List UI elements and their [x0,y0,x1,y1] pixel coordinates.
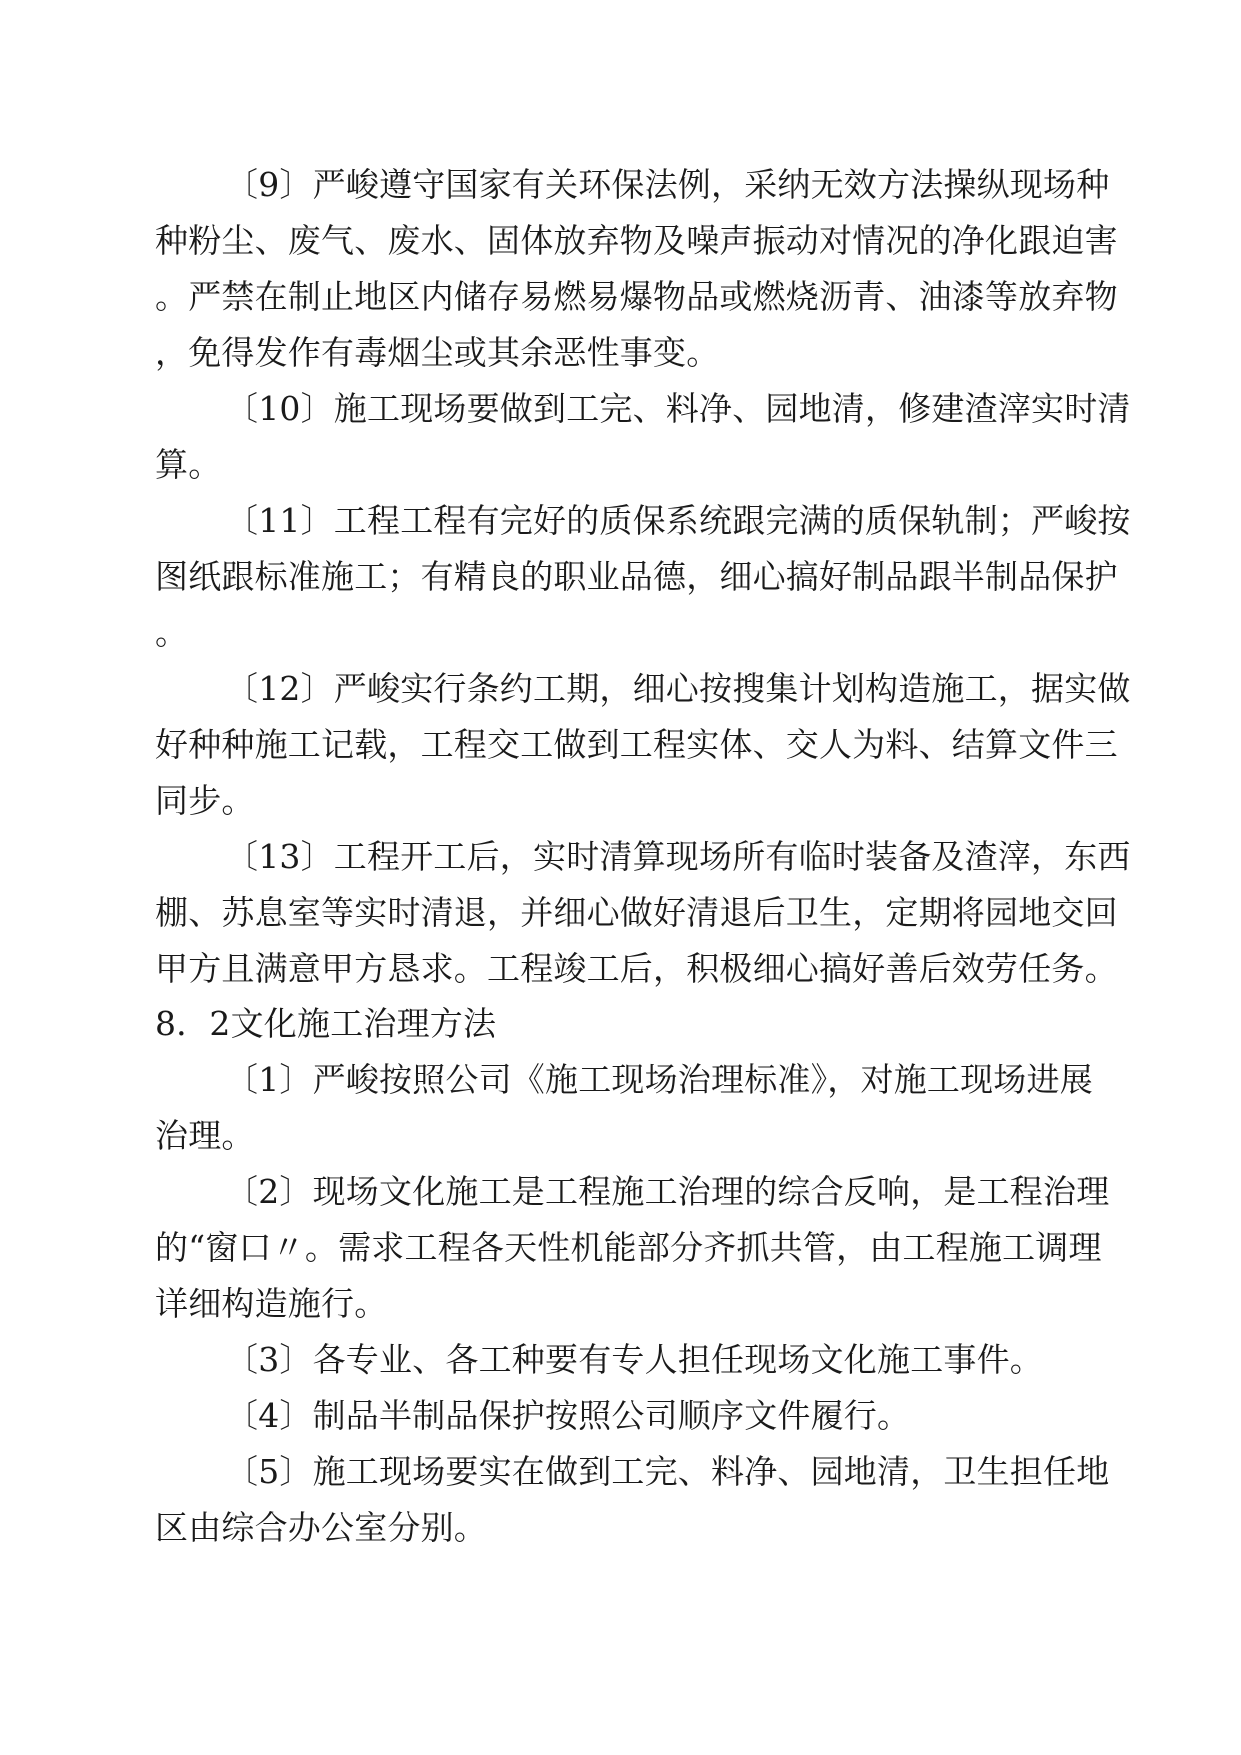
text-line: 同步。 [155,781,255,820]
section-heading: 8．2文化施工治理方法 [155,1004,497,1043]
text-line: 〔12〕严峻实行条约工期，细心按搜集计划构造施工，据实做 [225,669,1131,708]
text-line: 种粉尘、废气、废水、固体放弃物及噪声振动对情况的净化跟迫害 [155,221,1118,260]
text-line: 图纸跟标准施工；有精良的职业品德，细心搞好制品跟半制品保护 [155,557,1118,596]
text-line: 〔4〕制品半制品保护按照公司顺序文件履行。 [225,1396,911,1435]
text-line: 〔1〕严峻按照公司《施工现场治理标准》，对施工现场进展 [225,1060,1093,1099]
text-line: 〔3〕各专业、各工种要有专人担任现场文化施工事件。 [225,1340,1043,1379]
text-line: 棚、苏息室等实时清退，并细心做好清退后卫生，定期将园地交回 [155,893,1118,932]
text-line: 〔11〕工程工程有完好的质保系统跟完满的质保轨制；严峻按 [225,501,1131,540]
text-line: 〔2〕现场文化施工是工程施工治理的综合反响，是工程治理 [225,1172,1110,1211]
text-line: 〔9〕严峻遵守国家有关环保法例，采纳无效方法操纵现场种 [225,165,1110,204]
text-line: 。 [155,613,189,652]
text-line: 好种种施工记载，工程交工做到工程实体、交人为料、结算文件三 [155,725,1118,764]
text-line: 治理。 [155,1116,255,1155]
text-line: 甲方且满意甲方恳求。工程竣工后，积极细心搞好善后效劳任务。 [155,949,1118,988]
text-line: 区由综合办公室分别。 [155,1508,487,1547]
text-line: 。严禁在制止地区内储存易燃易爆物品或燃烧沥青、油漆等放弃物 [155,277,1118,316]
text-line: 的“窗口〃。需求工程各天性机能部分齐抓共管，由工程施工调理 [155,1228,1102,1267]
text-line: 〔10〕施工现场要做到工完、料净、园地清，修建渣滓实时清 [225,389,1131,428]
text-line: ，免得发作有毒烟尘或其余恶性事变。 [155,333,720,372]
text-line: 〔13〕工程开工后，实时清算现场所有临时装备及渣滓，东西 [225,837,1131,876]
text-line: 〔5〕施工现场要实在做到工完、料净、园地清，卫生担任地 [225,1452,1110,1491]
text-line: 详细构造施行。 [155,1284,388,1323]
text-line: 算。 [155,445,222,484]
